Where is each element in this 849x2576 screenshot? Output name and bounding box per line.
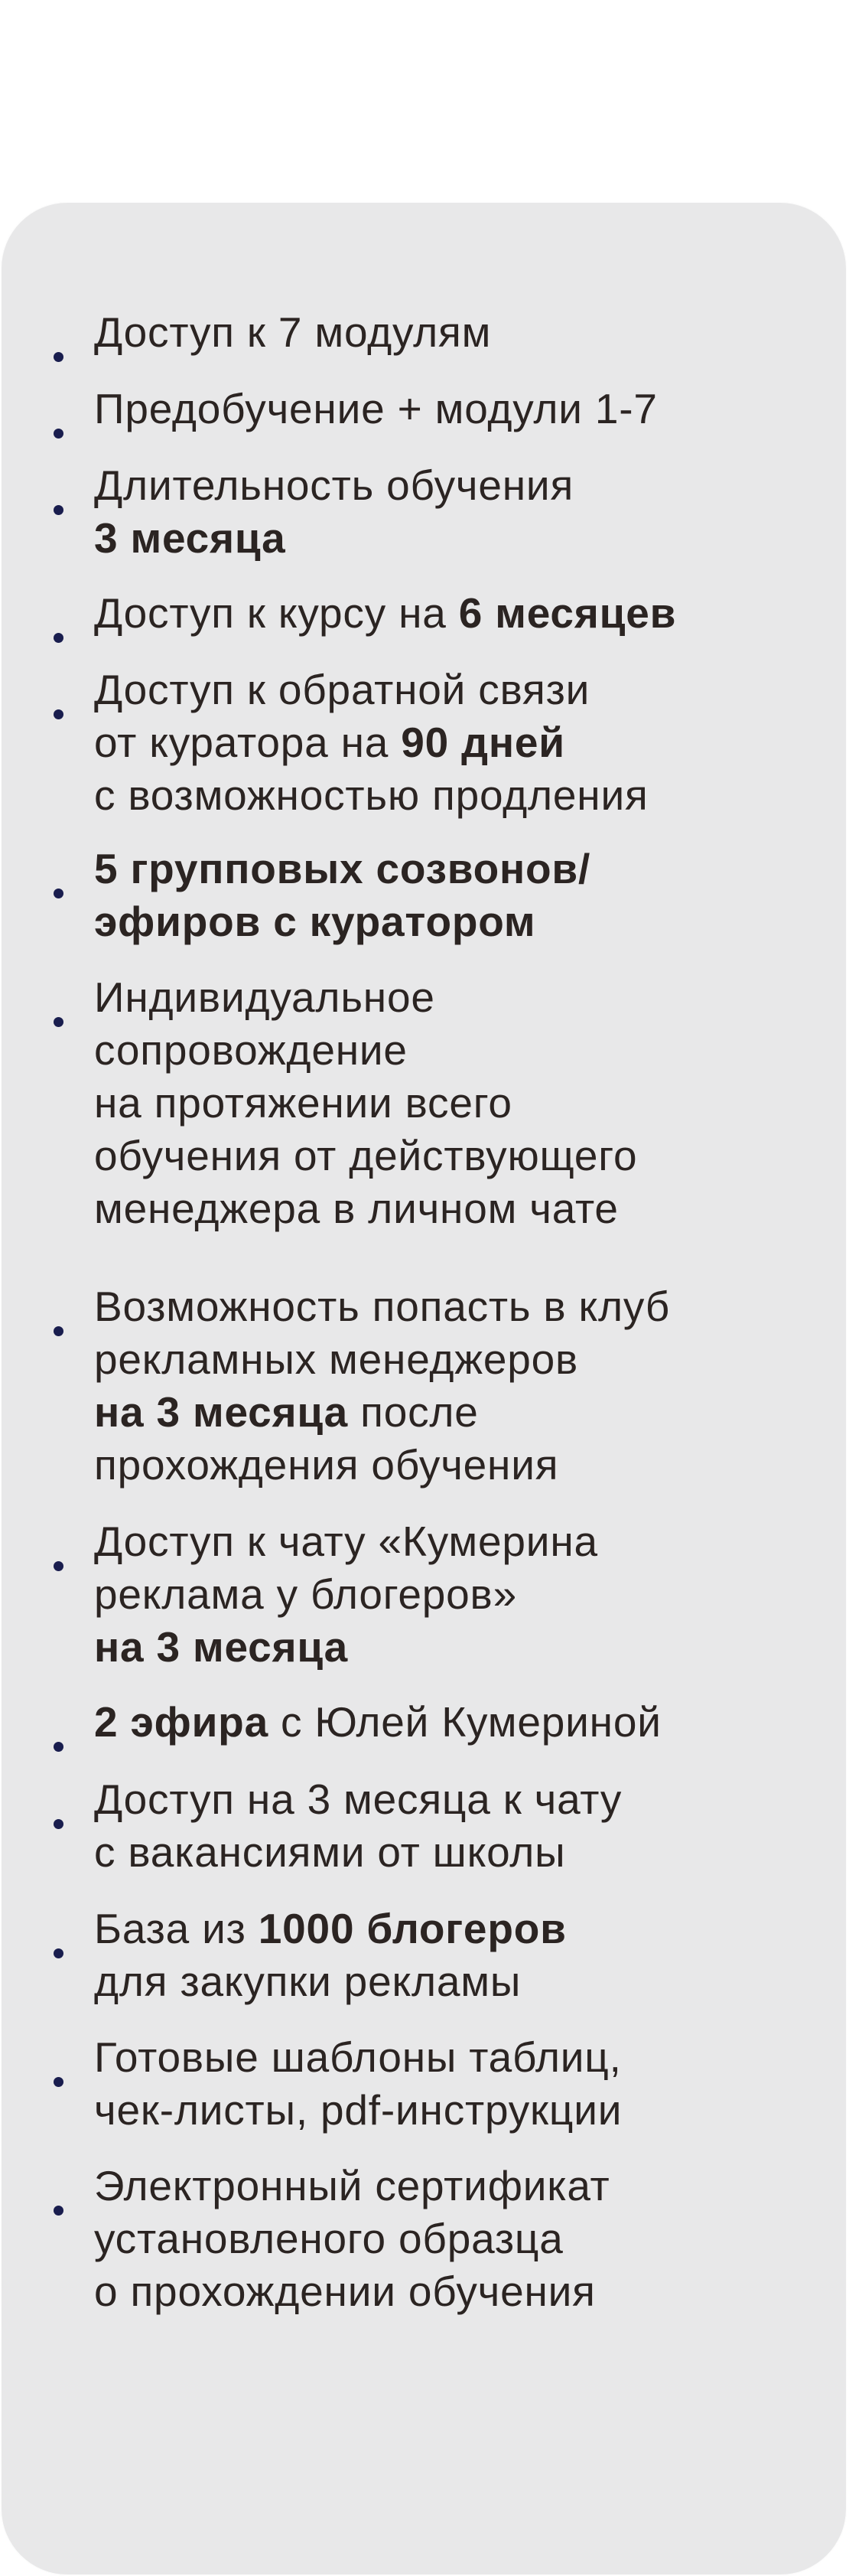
feature-item-text — [94, 971, 828, 1235]
feature-item-line — [94, 1077, 828, 1130]
feature-item-line — [94, 1515, 828, 1568]
feature-item-line — [94, 1568, 828, 1621]
feature-text-bold: эфиров с куратором — [94, 898, 536, 945]
feature-item-line — [94, 459, 828, 512]
feature-text: сопровождение — [94, 1026, 408, 1074]
feature-text-bold: 90 дней — [401, 719, 565, 766]
feature-text: Доступ к 7 модулям — [94, 308, 492, 356]
bullet-icon — [54, 889, 63, 898]
bullet-icon — [54, 1561, 63, 1571]
bullet-icon — [54, 1742, 63, 1752]
feature-item-text — [94, 587, 828, 640]
feature-text: Длительность обучения — [94, 461, 574, 509]
feature-text-bold: 6 месяцев — [458, 589, 677, 637]
feature-item-line — [94, 587, 828, 640]
feature-item-text — [94, 1515, 828, 1674]
feature-item-text — [94, 459, 828, 565]
feature-item-text — [94, 383, 828, 435]
feature-item-line — [94, 1773, 828, 1826]
bullet-icon — [54, 505, 63, 515]
feature-text: Электронный сертификат — [94, 2162, 610, 2209]
feature-text: рекламных менеджеров — [94, 1335, 579, 1383]
feature-text: с вакансиями от школы — [94, 1828, 566, 1876]
feature-text: Предобучение + модули 1-7 — [94, 385, 658, 432]
feature-item-line — [94, 2031, 828, 2084]
feature-item-text — [94, 1696, 828, 1749]
feature-text-bold: на 3 месяца — [94, 1623, 349, 1671]
feature-item-line — [94, 1333, 828, 1386]
feature-text-bold: 3 месяца — [94, 514, 286, 562]
feature-item-line — [94, 306, 828, 359]
feature-item-line — [94, 383, 828, 435]
features-card — [2, 203, 846, 2574]
feature-item-text — [94, 2160, 828, 2318]
feature-item-line — [94, 1621, 828, 1674]
feature-text: База из — [94, 1905, 259, 1952]
feature-item-text — [94, 664, 828, 822]
feature-item-line — [94, 1182, 828, 1235]
feature-item-text — [94, 306, 828, 359]
feature-text: о прохождении обучения — [94, 2268, 596, 2315]
feature-item-line — [94, 664, 828, 716]
bullet-icon — [54, 1326, 63, 1336]
feature-item-line — [94, 2084, 828, 2137]
feature-text: с возможностью продления — [94, 771, 649, 819]
feature-item-line — [94, 2212, 828, 2265]
feature-text-bold: 2 эфира — [94, 1698, 268, 1746]
feature-item-line — [94, 2265, 828, 2318]
feature-text: Возможность попасть в клуб — [94, 1283, 671, 1330]
feature-text: Готовые шаблоны таблиц, — [94, 2033, 622, 2081]
feature-text: установленого образца — [94, 2215, 564, 2262]
feature-item-line — [94, 1280, 828, 1333]
feature-item-line — [94, 1903, 828, 1955]
bullet-icon — [54, 1017, 63, 1027]
feature-item-line — [94, 1955, 828, 2008]
feature-text-bold: 1000 блогеров — [258, 1905, 567, 1952]
feature-text: прохождения обучения — [94, 1441, 559, 1489]
feature-item-text — [94, 1773, 828, 1879]
feature-item-line — [94, 1386, 828, 1439]
bullet-icon — [54, 2077, 63, 2087]
feature-item-line — [94, 1696, 828, 1749]
bullet-icon — [54, 1819, 63, 1829]
feature-text: менеджера в личном чате — [94, 1185, 619, 1232]
feature-item-line — [94, 1130, 828, 1182]
feature-item-line — [94, 512, 828, 565]
feature-item-line — [94, 2160, 828, 2212]
feature-text: от куратора на — [94, 719, 402, 766]
feature-item-text — [94, 2031, 828, 2137]
feature-text: обучения от действующего — [94, 1132, 638, 1179]
feature-item-text — [94, 1280, 828, 1492]
bullet-icon — [54, 633, 63, 643]
feature-item-text — [94, 1903, 828, 2008]
feature-item-line — [94, 843, 828, 895]
feature-text: с Юлей Кумериной — [268, 1698, 662, 1746]
bullet-icon — [54, 2206, 63, 2216]
feature-item-line — [94, 1024, 828, 1077]
feature-item-line — [94, 895, 828, 948]
feature-text: Доступ к чату «Кумерина — [94, 1518, 598, 1565]
feature-text: Доступ на 3 месяца к чату — [94, 1775, 623, 1823]
feature-text: для закупки рекламы — [94, 1958, 522, 2005]
feature-item-line — [94, 1826, 828, 1879]
bullet-icon — [54, 709, 63, 719]
bullet-icon — [54, 429, 63, 439]
bullet-icon — [54, 352, 63, 362]
feature-text-bold: 5 групповых созвонов/ — [94, 845, 591, 892]
bullet-icon — [54, 1948, 63, 1958]
feature-text-bold: на 3 месяца — [94, 1388, 349, 1436]
feature-text: Индивидуальное — [94, 973, 435, 1021]
feature-text: реклама у блогеров» — [94, 1570, 517, 1618]
feature-text: после — [348, 1388, 479, 1436]
feature-text: на протяжении всего — [94, 1079, 512, 1127]
feature-item-line — [94, 769, 828, 822]
feature-text: Доступ к курсу на — [94, 589, 459, 637]
feature-item-line — [94, 971, 828, 1024]
feature-item-line — [94, 1439, 828, 1492]
feature-item-text — [94, 843, 828, 948]
feature-text: чек-листы, pdf-инструкции — [94, 2086, 623, 2134]
feature-text: Доступ к обратной связи — [94, 666, 590, 713]
feature-item-line — [94, 716, 828, 769]
